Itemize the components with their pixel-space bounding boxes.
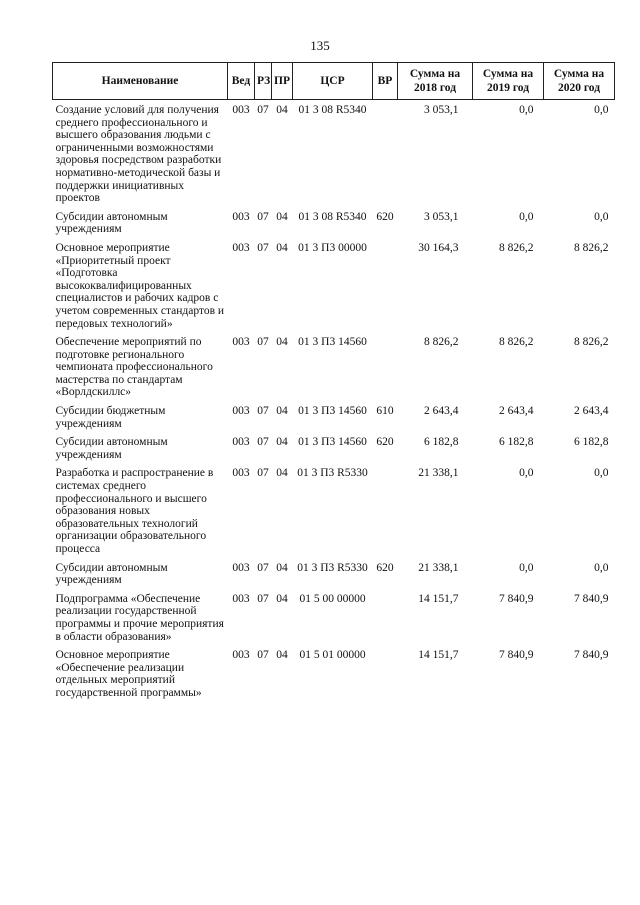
row-rz: 07 (257, 336, 269, 349)
row-rz: 07 (257, 104, 269, 116)
row-pr: 04 (276, 336, 288, 349)
row-name: Подпрограмма «Обеспечение реализации государственной программы и прочие мероприятия в области образования» (55, 592, 224, 643)
page-number: 135 (310, 38, 330, 53)
row-ved: 003 (232, 210, 250, 223)
row-ved: 003 (232, 436, 250, 449)
row-sum-2018: 2 643,4 (424, 405, 459, 418)
row-sum-2020: 6 182,8 (574, 436, 609, 449)
row-rz: 07 (257, 436, 269, 449)
row-sum-2018: 6 182,8 (424, 436, 459, 449)
row-pr: 04 (276, 405, 288, 418)
table-row (53, 405, 615, 436)
row-name: Субсидии автономным учреждениям (55, 210, 168, 236)
row-sum-2019: 8 826,2 (499, 241, 534, 254)
row-ved: 003 (232, 336, 250, 349)
row-vr (373, 649, 398, 705)
row-sum-2019: 0,0 (519, 561, 534, 574)
row-sum-2018: 21 338,1 (418, 561, 459, 574)
table-row (53, 467, 615, 561)
row-rz: 07 (257, 649, 269, 662)
header-pr: ПР (272, 63, 293, 100)
row-name: Субсидии автономным учреждениям (55, 561, 168, 587)
row-csr: 01 3 П3 R5330 (297, 467, 368, 480)
row-name: Субсидии автономным учреждениям (55, 436, 168, 461)
row-csr: 01 5 00 00000 (299, 592, 366, 605)
row-name: Обеспечение мероприятий по подготовке регионального чемпионата профессионального мастерства по стандартам «Ворлдскиллс» (55, 336, 213, 399)
row-sum-2020: 7 840,9 (574, 592, 609, 605)
row-name: Основное мероприятие «Обеспечение реализации отдельных мероприятий государственной программы» (55, 649, 202, 699)
row-vr (373, 100, 398, 211)
row-sum-2019: 0,0 (519, 104, 534, 116)
row-sum-2020: 0,0 (594, 467, 609, 480)
row-rz: 07 (257, 241, 269, 254)
row-csr: 01 5 01 00000 (299, 649, 366, 662)
row-sum-2020: 8 826,2 (574, 336, 609, 349)
row-sum-2020: 0,0 (594, 561, 609, 574)
table-row (53, 436, 615, 467)
row-rz: 07 (257, 405, 269, 418)
row-pr: 04 (276, 210, 288, 223)
row-vr: 610 (376, 405, 394, 418)
row-ved: 003 (232, 241, 250, 254)
row-name: Разработка и распространение в системах среднего профессионального и высшего образования новых образовательных технологий организации образовательного процесса (55, 467, 214, 555)
row-sum-2020: 7 840,9 (574, 649, 609, 662)
row-csr: 01 3 П3 14560 (298, 405, 367, 418)
row-sum-2018: 3 053,1 (424, 104, 459, 116)
row-sum-2020: 0,0 (594, 210, 609, 223)
row-pr: 04 (276, 104, 288, 116)
table-row (53, 100, 615, 211)
row-vr (373, 593, 398, 649)
row-ved: 003 (232, 592, 250, 605)
table-row (53, 211, 615, 242)
row-vr: 620 (376, 436, 394, 449)
header-sum-2020: Сумма на 2020 год (544, 63, 615, 100)
row-sum-2019: 0,0 (519, 210, 534, 223)
row-sum-2019: 8 826,2 (499, 336, 534, 349)
header-vr: ВР (373, 63, 398, 100)
row-name: Субсидии бюджетным учреждениям (55, 405, 166, 430)
row-rz: 07 (257, 467, 269, 480)
row-sum-2020: 0,0 (594, 104, 609, 116)
header-rz: РЗ (255, 63, 272, 100)
row-sum-2018: 21 338,1 (418, 467, 459, 480)
header-sum-2018: Сумма на 2018 год (398, 63, 473, 100)
row-vr (373, 336, 398, 405)
row-sum-2018: 3 053,1 (424, 210, 459, 223)
row-csr: 01 3 08 R5340 (298, 210, 367, 223)
row-csr: 01 3 08 R5340 (298, 104, 367, 116)
row-sum-2019: 2 643,4 (499, 405, 534, 418)
budget-table (52, 62, 615, 706)
table-body (53, 100, 615, 706)
table-row (53, 336, 615, 405)
row-sum-2019: 7 840,9 (499, 649, 534, 662)
row-vr: 620 (376, 561, 394, 574)
row-sum-2019: 7 840,9 (499, 592, 534, 605)
header-csr: ЦСР (293, 63, 373, 100)
table-row (53, 242, 615, 336)
row-vr (373, 467, 398, 561)
header-ved: Вед (228, 63, 255, 100)
row-pr: 04 (276, 241, 288, 254)
row-name: Создание условий для получения среднего профессионального и высшего образования людьми с ограниченными возможностями здоровья посредством разработки нормативно-методической базы и поддержки инициативных проектов (55, 104, 222, 205)
row-ved: 003 (232, 104, 250, 116)
row-rz: 07 (257, 210, 269, 223)
row-pr: 04 (276, 592, 288, 605)
row-pr: 04 (276, 561, 288, 574)
row-rz: 07 (257, 561, 269, 574)
row-sum-2020: 8 826,2 (574, 241, 609, 254)
row-ved: 003 (232, 467, 250, 480)
row-sum-2018: 14 151,7 (418, 592, 459, 605)
row-vr: 620 (376, 210, 394, 223)
row-csr: 01 3 П3 R5330 (297, 561, 368, 574)
row-sum-2018: 8 826,2 (424, 336, 459, 349)
row-pr: 04 (276, 436, 288, 449)
row-vr (373, 242, 398, 336)
row-pr: 04 (276, 649, 288, 662)
table-row (53, 649, 615, 705)
row-csr: 01 3 П3 00000 (298, 241, 367, 254)
row-sum-2018: 14 151,7 (418, 649, 459, 662)
row-ved: 003 (232, 405, 250, 418)
table-row (53, 562, 615, 593)
row-name: Основное мероприятие «Приоритетный проект «Подготовка высококвалифицированных специалистов и рабочих кадров с учетом современных стандартов и передовых технологий» (55, 241, 225, 330)
header-sum-2019: Сумма на 2019 год (473, 63, 544, 100)
row-sum-2020: 2 643,4 (574, 405, 609, 418)
row-ved: 003 (232, 649, 250, 662)
row-ved: 003 (232, 561, 250, 574)
table-header (53, 63, 615, 100)
header-name: Наименование (53, 63, 228, 100)
table-row (53, 593, 615, 649)
row-sum-2018: 30 164,3 (418, 241, 459, 254)
row-pr: 04 (276, 467, 288, 480)
row-csr: 01 3 П3 14560 (298, 336, 367, 349)
row-csr: 01 3 П3 14560 (298, 436, 367, 449)
row-rz: 07 (257, 592, 269, 605)
row-sum-2019: 6 182,8 (499, 436, 534, 449)
row-sum-2019: 0,0 (519, 467, 534, 480)
